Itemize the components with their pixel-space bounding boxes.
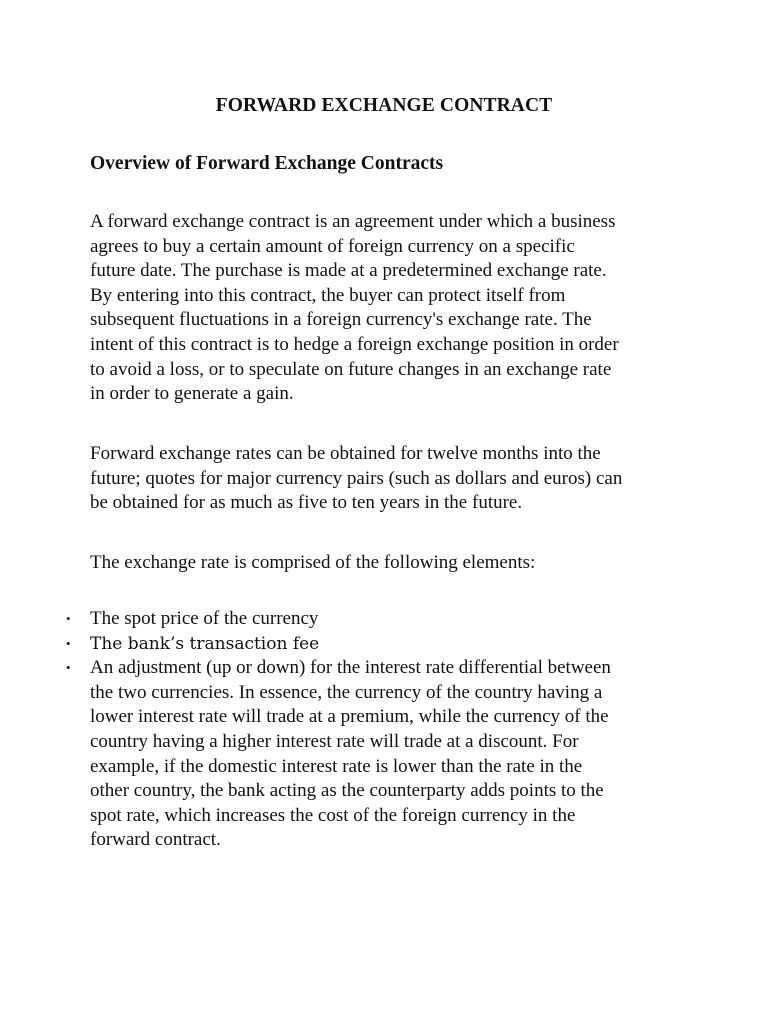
- paragraph-line: in order to generate a gain.: [90, 383, 294, 405]
- paragraph-definition: [90, 210, 690, 407]
- list-item-text: the two currencies. In essence, the currency of the country having a: [90, 681, 603, 703]
- paragraph-line: intent of this contract is to hedge a foreign exchange position in order: [90, 333, 619, 355]
- paragraph-line: future date. The purchase is made at a predetermined exchange rate.: [90, 260, 607, 282]
- paragraph-forward-rates: [90, 442, 690, 516]
- list-item: [66, 656, 710, 853]
- elements-list: [66, 607, 710, 853]
- list-item-text: forward contract.: [90, 829, 221, 851]
- list-item-text: spot rate, which increases the cost of the foreign currency in the: [90, 804, 576, 826]
- list-item: [66, 632, 710, 657]
- bullet-icon: •: [66, 660, 71, 676]
- list-item-text: An adjustment (up or down) for the interest rate differential between: [90, 657, 611, 679]
- list-item-text: The bank’s transaction fee: [90, 633, 320, 654]
- section-heading: Overview of Forward Exchange Contracts: [90, 153, 444, 174]
- bullet-icon: •: [66, 611, 71, 626]
- paragraph-line: be obtained for as much as five to ten years in the future.: [90, 492, 523, 514]
- list-item-text: example, if the domestic interest rate is lower than the rate in the: [90, 755, 583, 777]
- list-item-text: lower interest rate will trade at a premium, while the currency of the: [90, 706, 609, 728]
- paragraph-line: By entering into this contract, the buyer can protect itself from: [90, 284, 566, 306]
- paragraph-line: Forward exchange rates can be obtained for twelve months into the: [90, 443, 601, 464]
- bullet-icon: •: [66, 635, 71, 651]
- paragraph-line: subsequent fluctuations in a foreign currency's exchange rate. The: [90, 309, 592, 331]
- list-item: [66, 607, 710, 632]
- paragraph-elements-intro: The exchange rate is comprised of the following elements:: [90, 552, 536, 573]
- document-title: FORWARD EXCHANGE CONTRACT: [215, 95, 553, 116]
- paragraph-line: A forward exchange contract is an agreement under which a business: [90, 211, 616, 232]
- paragraph-line: future; quotes for major currency pairs (such as dollars and euros) can: [90, 467, 623, 489]
- paragraph-line: agrees to buy a certain amount of foreign currency on a specific: [90, 235, 575, 257]
- list-item-text: other country, the bank acting as the counterparty adds points to the: [90, 780, 604, 802]
- list-item-text: country having a higher interest rate will trade at a discount. For: [90, 730, 579, 752]
- paragraph-line: to avoid a loss, or to speculate on future changes in an exchange rate: [90, 358, 612, 380]
- list-item-text: The spot price of the currency: [90, 608, 319, 629]
